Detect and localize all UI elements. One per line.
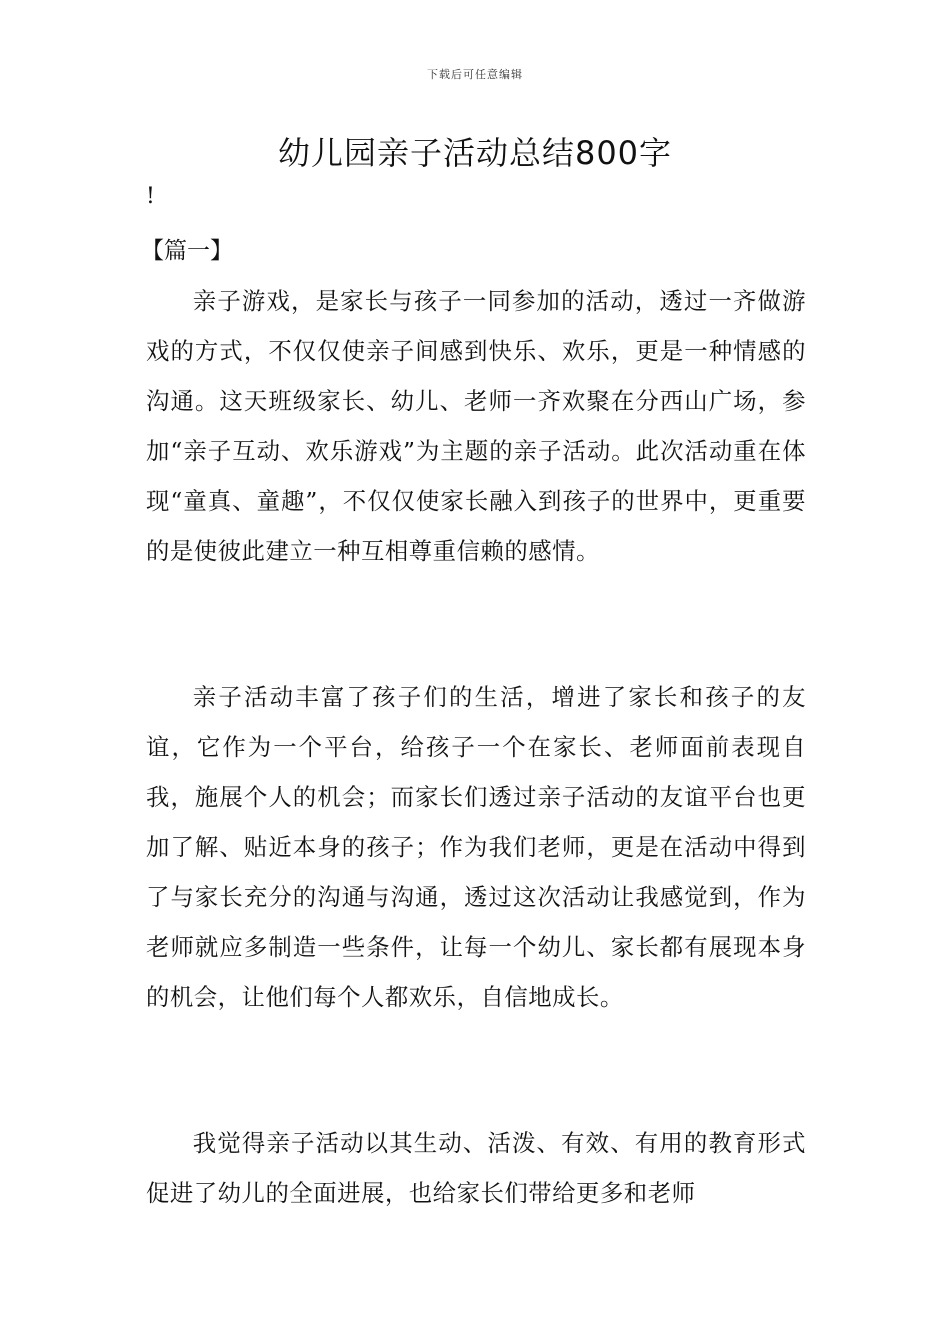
paragraph-3: 我觉得亲子活动以其生动、活泼、有效、有用的教育形式促进了幼儿的全面进展，也给家长们带给更多和老师 — [146, 1129, 806, 1207]
document-title: 幼儿园亲子活动总结800字 — [277, 134, 673, 172]
paragraph-1: 亲子游戏，是家长与孩子一同参加的活动，透过一齐做游戏的方式，不仅仅使亲子间感到快乐、欢乐，更是一种情感的沟通。这天班级家长、幼儿、老师一齐欢聚在分西山广场，参加“亲子互动、欢乐游戏”为主题的亲子活动。此次活动重在体现“童真、童趣”，不仅仅使家长融入到孩子的世界中，更重要的是使彼此建立一种互相尊重信赖的感情。 — [146, 287, 806, 565]
header-note: 下载后可任意编辑 — [427, 68, 523, 81]
section-label: 【篇一】 — [141, 238, 233, 264]
paragraph-2: 亲子活动丰富了孩子们的生活，增进了家长和孩子的友谊，它作为一个平台，给孩子一个在家长、老师面前表现自我，施展个人的机会；而家长们透过亲子活动的友谊平台也更加了解、贴近本身的孩子；作为我们老师，更是在活动中得到了与家长充分的沟通与沟通，透过这次活动让我感觉到，作为老师就应多制造一些条件，让每一个幼儿、家长都有展现本身的机会，让他们每个人都欢乐，自信地成长。 — [146, 683, 806, 1011]
exclamation-mark: ! — [146, 184, 155, 209]
